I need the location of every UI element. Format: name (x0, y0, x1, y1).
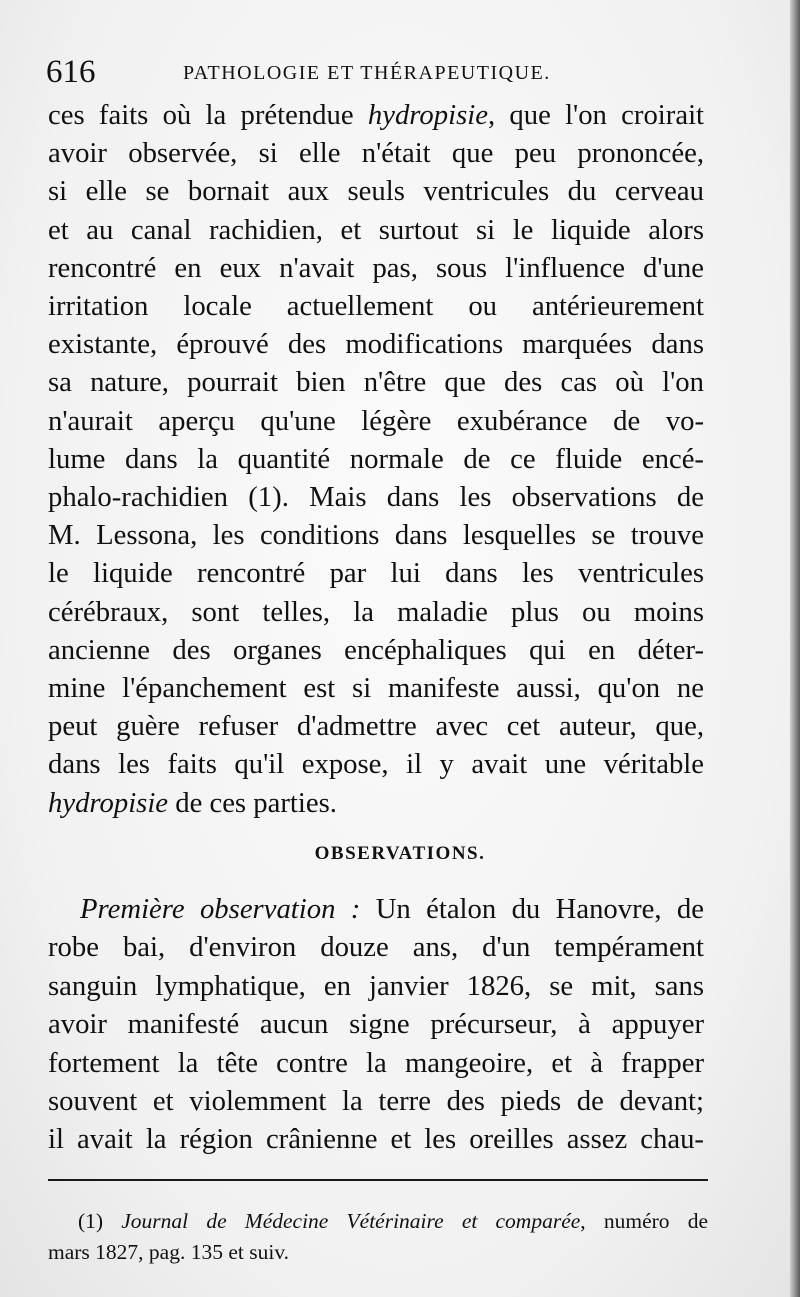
text-line: sa nature, pourrait bien n'être que des cas où l'on (48, 366, 704, 399)
page-gutter-shadow (790, 0, 800, 1297)
page-header (46, 52, 746, 92)
text-line: le liquide rencontré par lui dans les ventricules (48, 557, 704, 590)
text-line: existante, éprouvé des modifications marquées dans (48, 328, 704, 361)
text-line: souvent et violemment la terre des pieds de devant; (48, 1085, 704, 1118)
running-title: PATHOLOGIE ET THÉRAPEUTIQUE. (183, 62, 551, 84)
text-line: dans les faits qu'il expose, il y avait une véritable (48, 748, 704, 781)
text-line: sanguin lymphatique, en janvier 1826, se mit, sans (48, 969, 704, 1002)
text-line: ancienne des organes encéphaliques qui en déter- (48, 633, 704, 666)
footnote-rule (48, 1179, 708, 1181)
text-line: n'aurait aperçu qu'une légère exubérance de vo- (48, 404, 704, 437)
text-line: mine l'épanchement est si manifeste aussi, qu'on ne (48, 672, 704, 705)
text-line: fortement la tête contre la mangeoire, et à frapper (48, 1046, 704, 1079)
main-text (48, 96, 704, 822)
text-line: M. Lessona, les conditions dans lesquelles se trouve (48, 519, 704, 552)
section-heading: OBSERVATIONS. (314, 843, 486, 864)
italic-term: hydropisie (367, 99, 488, 131)
text-line: hydropisie de ces parties. (48, 786, 337, 819)
text-line: et au canal rachidien, et surtout si le liquide alors (48, 213, 704, 246)
text-line: peut guère refuser d'admettre avec cet auteur, que, (48, 710, 704, 743)
footnote-line: (1) Journal de Médecine Vétérinaire et comparée, numéro de (78, 1209, 708, 1233)
text-line: avoir observée, si elle n'était que peu prononcée, (48, 137, 704, 170)
text-line: cérébraux, sont telles, la maladie plus ou moins (48, 595, 704, 628)
text-line: rencontré en eux n'avait pas, sous l'influence d'une (48, 251, 704, 284)
text-line: il avait la région crânienne et les oreilles assez chau- (48, 1123, 704, 1156)
text-line: avoir manifesté aucun signe précurseur, à appuyer (48, 1008, 704, 1041)
footnote-line: mars 1827, pag. 135 et suiv. (48, 1240, 290, 1264)
text-line: Première observation : Un étalon du Hanovre, de (80, 893, 704, 925)
text-line: lume dans la quantité normale de ce fluide encé- (48, 442, 704, 475)
observation-text (48, 890, 704, 1159)
observation-label: Première observation : (80, 893, 361, 925)
text-line: robe bai, d'environ douze ans, d'un tempérament (48, 931, 704, 964)
text-line: phalo-rachidien (1). Mais dans les observations de (48, 481, 704, 514)
text-line: si elle se bornait aux seuls ventricules du cerveau (48, 175, 704, 208)
footnote (48, 1206, 708, 1268)
text-line: irritation locale actuellement ou antérieurement (48, 290, 704, 323)
journal-title: Journal de Médecine Vétérinaire et comparée (121, 1209, 581, 1233)
italic-term: hydropisie (48, 786, 169, 819)
page-number: 616 (46, 54, 96, 90)
text-line: ces faits où la prétendue hydropisie, que l'on croirait (48, 99, 705, 131)
